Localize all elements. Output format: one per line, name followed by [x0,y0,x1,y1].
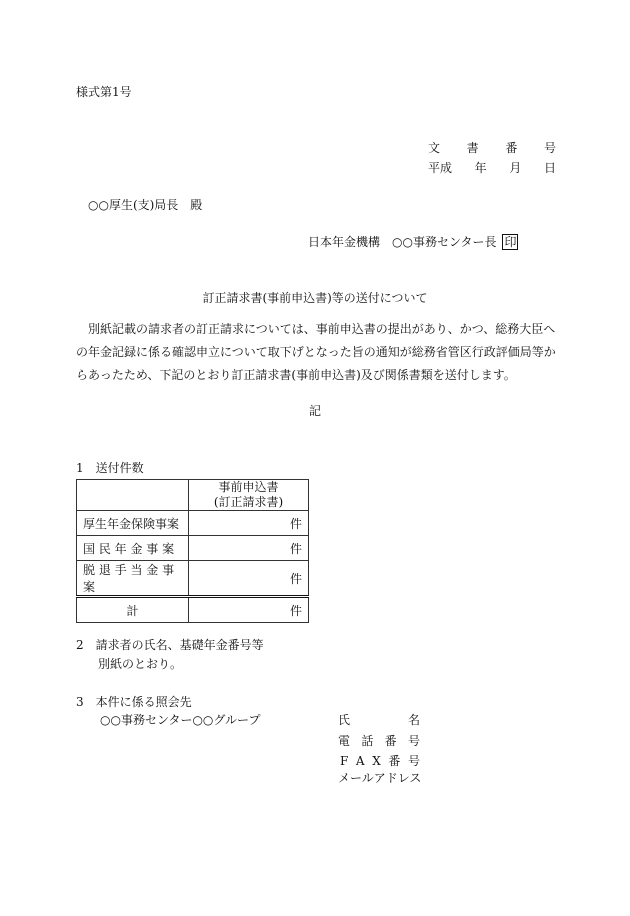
document-title: 訂正請求書(事前申込書)等の送付について [202,291,428,305]
header-blank [77,480,189,511]
sender-name: 日本年金機構 ○○事務センター長 [308,235,497,249]
row-count: 件 [189,561,309,597]
table-row [77,511,309,536]
ki-heading: 記 [308,404,321,418]
month: 月 [509,161,522,175]
header-cell: 事前申込書 (訂正請求書) [189,480,309,511]
section3-heading: 3 本件に係る照会先 [76,695,192,709]
table-row [77,536,309,561]
row-label: 国 民 年 金 事 案 [77,536,189,561]
label-char: 号 [543,141,556,155]
row-label: 厚生年金保険事案 [77,511,189,536]
sender [308,234,518,250]
body-line: の年金記録に係る確認申立について取下げとなった旨の通知が総務省管区行政評価局等か [76,345,556,359]
date-label [428,160,556,176]
table-row [77,561,309,597]
row-count: 件 [189,536,309,561]
contact-group: ○○事務センター○○グループ [100,713,261,727]
section1-heading: 1 送付件数 [76,461,144,475]
seal-stamp: 印 [504,235,517,249]
contact-fax-label: F A X 番 号 [340,754,420,768]
document-number-label [428,140,556,156]
table-header-row [77,480,309,511]
total-label: 計 [77,597,189,623]
year: 年 [474,161,487,175]
day: 日 [543,161,556,175]
form-number: 様式第1号 [76,85,132,99]
count-table [76,479,309,623]
era: 平成 [428,161,453,175]
addressee: ○○厚生(支)局長 殿 [88,198,203,212]
row-label: 脱 退 手 当 金 事 案 [77,561,189,597]
section2-heading: 2 請求者の氏名、基礎年金番号等 [76,638,264,652]
section2-text: 別紙のとおり。 [98,657,183,671]
table-total-row [77,597,309,623]
body-line: 別紙記載の請求者の訂正請求については、事前申込書の提出があり、かつ、総務大臣へ [76,322,556,336]
row-count: 件 [189,511,309,536]
body-paragraph [76,318,556,387]
contact-email-label: メールアドレス [338,771,422,785]
label-char: 文 [428,141,441,155]
body-line: らあったため、下記のとおり訂正請求書(事前申込書)及び関係書類を送付します。 [76,368,516,382]
contact-phone-label: 電 話 番 号 [338,734,420,748]
label-char: 書 [466,141,479,155]
total-count: 件 [189,597,309,623]
label-char: 番 [505,141,518,155]
contact-name-label: 氏 名 [338,713,420,727]
